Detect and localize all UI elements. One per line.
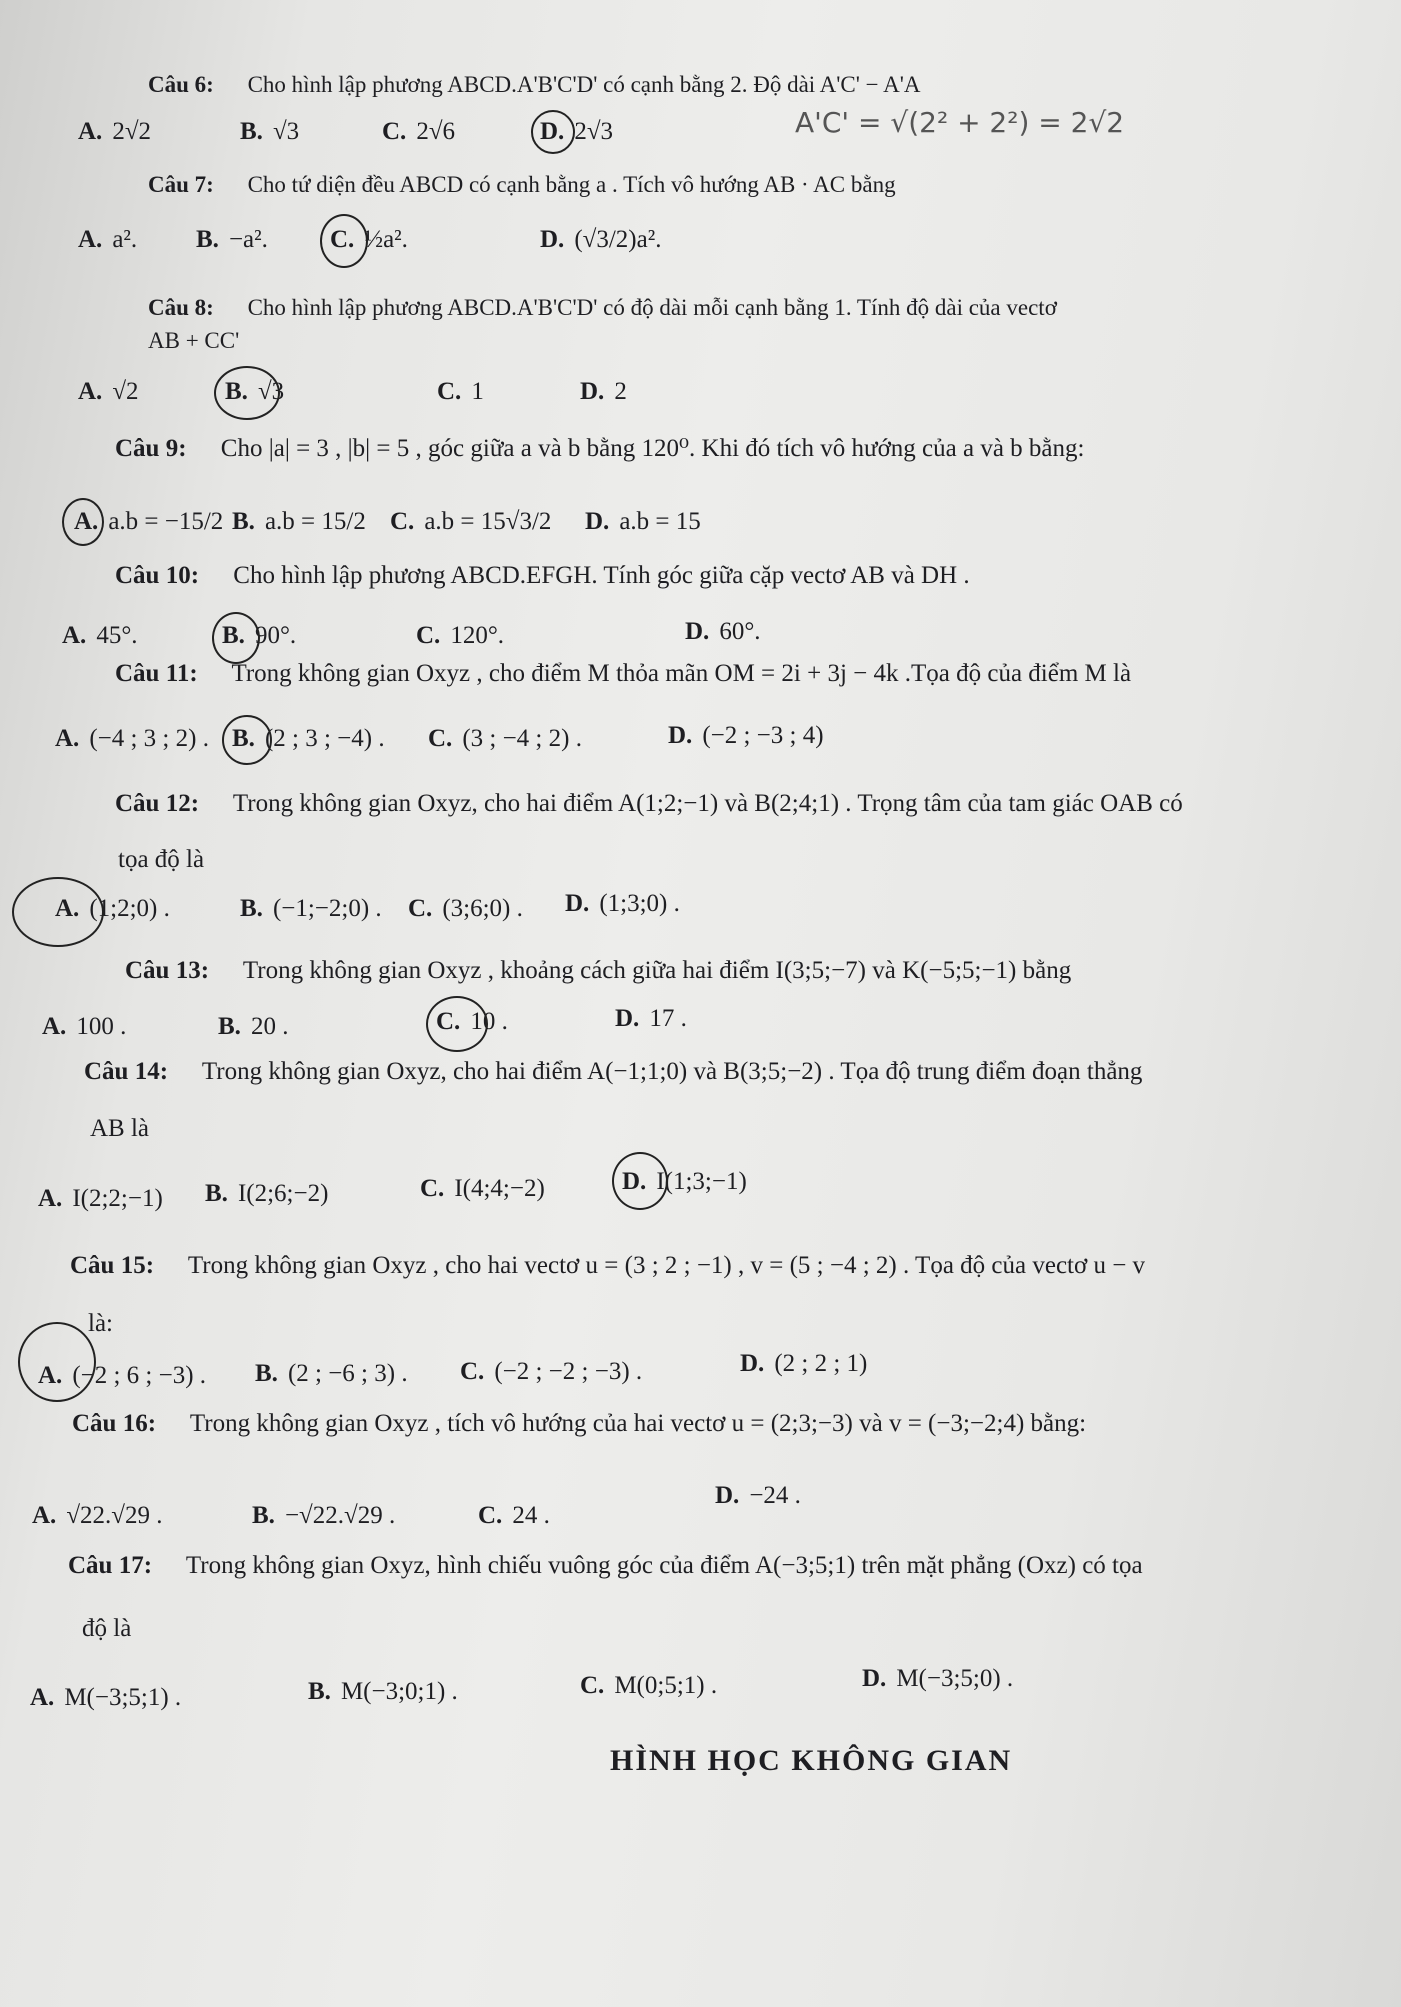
option-9c <box>390 508 551 536</box>
option-16a <box>32 1502 163 1530</box>
option-13a <box>42 1013 126 1041</box>
option-text: (3 ; −4 ; 2) . <box>462 725 582 752</box>
option-label: A. <box>74 508 99 535</box>
option-label: C. <box>428 725 453 752</box>
question-number: Câu 7: <box>148 172 214 197</box>
option-17a <box>30 1684 181 1712</box>
question-number: Câu 11: <box>115 660 198 687</box>
option-text: (−1;−2;0) . <box>272 895 382 922</box>
question-text: Cho hình lập phương ABCD.A'B'C'D' có độ dài mỗi cạnh bằng 1. Tính độ dài của vectơ <box>247 295 1057 320</box>
option-text: 60°. <box>719 618 761 645</box>
option-label: B. <box>252 1502 275 1529</box>
option-17b <box>308 1678 458 1706</box>
question-text: Trong không gian Oxyz , khoảng cách giữa hai điểm I(3;5;−7) và K(−5;5;−1) bằng <box>242 957 1072 984</box>
option-text: (1;3;0) . <box>599 890 680 917</box>
option-text: 100 . <box>76 1013 127 1040</box>
option-13d <box>615 1005 687 1033</box>
option-16c <box>478 1502 550 1530</box>
question-number: Câu 17: <box>68 1552 153 1579</box>
question-15 <box>70 1252 1145 1280</box>
question-text: Cho hình lập phương ABCD.A'B'C'D' có cạnh bằng 2. Độ dài A'C' − A'A <box>247 72 921 97</box>
option-text: (−2 ; 6 ; −3) . <box>72 1362 207 1389</box>
question-12-line2: tọa độ là <box>118 846 205 873</box>
question-8 <box>148 295 1057 321</box>
question-14 <box>84 1058 1142 1086</box>
answer-circle <box>12 877 104 947</box>
option-9b <box>232 508 366 536</box>
question-10 <box>115 562 970 590</box>
option-15c <box>460 1358 642 1386</box>
question-12 <box>115 790 1183 818</box>
option-7a <box>78 226 137 254</box>
option-text: (2 ; −6 ; 3) . <box>287 1360 408 1387</box>
option-text: I(1;3;−1) <box>656 1168 747 1195</box>
option-label: C. <box>478 1502 503 1529</box>
option-7d <box>540 226 661 254</box>
option-text: √3 <box>257 378 285 405</box>
option-label: B. <box>255 1360 278 1387</box>
question-7 <box>148 172 896 198</box>
answer-circle <box>212 612 260 664</box>
option-9d <box>585 508 701 536</box>
option-label: B. <box>218 1013 241 1040</box>
option-text: 20 . <box>250 1013 289 1040</box>
option-label: D. <box>540 226 565 253</box>
option-8c <box>437 378 484 406</box>
question-text: Cho hình lập phương ABCD.EFGH. Tính góc giữa cặp vectơ AB và DH . <box>233 562 970 589</box>
question-17-line2: độ là <box>82 1615 132 1642</box>
option-8d <box>580 378 627 406</box>
answer-circle <box>214 366 280 420</box>
question-number: Câu 6: <box>148 72 214 97</box>
option-12b <box>240 895 382 923</box>
question-text: Cho tứ diện đều ABCD có cạnh bằng a . Tích vô hướng AB · AC bằng <box>247 172 896 197</box>
question-number: Câu 16: <box>72 1410 157 1437</box>
option-text: √2 <box>112 378 139 405</box>
option-label: D. <box>565 890 590 917</box>
question-8-vector: AB + CC' <box>148 328 240 353</box>
option-11d <box>668 722 824 750</box>
option-text: M(−3;5;0) . <box>896 1665 1014 1692</box>
option-label: D. <box>862 1665 887 1692</box>
option-label: A. <box>55 725 80 752</box>
question-text: Trong không gian Oxyz , cho hai vectơ u = (3 ; 2 ; −1) , v = (5 ; −4 ; 2) . Tọa độ của vectơ u − v <box>187 1252 1146 1279</box>
option-text: 2√2 <box>112 118 152 145</box>
option-label: B. <box>232 508 255 535</box>
option-label: D. <box>540 118 565 145</box>
option-text: 2√6 <box>416 118 456 145</box>
option-text: 17 . <box>649 1005 687 1032</box>
question-14-line2: AB là <box>90 1115 150 1142</box>
question-15-line2: là: <box>88 1310 113 1337</box>
option-label: A. <box>42 1013 67 1040</box>
question-11 <box>115 660 1131 688</box>
option-17d <box>862 1665 1013 1693</box>
option-label: B. <box>240 118 263 145</box>
option-label: D. <box>740 1350 765 1377</box>
option-text: I(2;2;−1) <box>72 1185 163 1212</box>
option-label: B. <box>205 1180 228 1207</box>
option-text: √22.√29 . <box>66 1502 163 1529</box>
option-label: C. <box>420 1175 445 1202</box>
question-number: Câu 13: <box>125 957 210 984</box>
option-text: 2√3 <box>574 118 614 145</box>
question-text: Cho |a| = 3 , |b| = 5 , góc giữa a và b bằng 120⁰. Khi đó tích vô hướng của a và b bằng: <box>220 435 1085 462</box>
question-number: Câu 14: <box>84 1058 169 1085</box>
option-label: A. <box>55 895 80 922</box>
option-15d <box>740 1350 867 1378</box>
option-label: C. <box>408 895 433 922</box>
option-text: 120°. <box>450 622 505 649</box>
option-label: B. <box>225 378 248 405</box>
question-number: Câu 8: <box>148 295 214 320</box>
option-text: (2 ; 2 ; 1) <box>774 1350 868 1377</box>
option-text: 2 <box>614 378 627 405</box>
answer-circle <box>18 1322 96 1402</box>
option-16d <box>715 1482 801 1510</box>
option-11a <box>55 725 209 753</box>
option-14b <box>205 1180 328 1208</box>
option-text: 45°. <box>96 622 138 649</box>
question-9 <box>115 433 1084 463</box>
option-text: −√22.√29 . <box>284 1502 396 1529</box>
question-number: Câu 9: <box>115 435 187 462</box>
option-label: C. <box>416 622 441 649</box>
question-number: Câu 15: <box>70 1252 155 1279</box>
question-text: Trong không gian Oxyz , tích vô hướng của hai vectơ u = (2;3;−3) và v = (−3;−2;4) bằng: <box>189 1410 1087 1437</box>
option-text: M(−3;0;1) . <box>340 1678 458 1705</box>
option-6c <box>382 118 455 146</box>
option-text: M(−3;5;1) . <box>64 1684 182 1711</box>
option-label: C. <box>390 508 415 535</box>
option-text: 10 . <box>470 1008 508 1035</box>
answer-circle <box>612 1152 668 1210</box>
question-number: Câu 10: <box>115 562 200 589</box>
option-text: (−2 ; −2 ; −3) . <box>494 1358 643 1385</box>
option-text: a.b = 15/2 <box>264 508 366 535</box>
question-text: Trong không gian Oxyz, cho hai điểm A(−1;1;0) và B(3;5;−2) . Tọa độ trung điểm đoạn thẳng <box>201 1058 1143 1085</box>
option-text: ½a². <box>364 226 408 253</box>
question-6 <box>148 72 920 98</box>
question-number: Câu 12: <box>115 790 200 817</box>
option-label: C. <box>382 118 407 145</box>
option-text: (−4 ; 3 ; 2) . <box>89 725 209 752</box>
option-label: D. <box>622 1168 647 1195</box>
option-text: I(4;4;−2) <box>454 1175 545 1202</box>
option-label: A. <box>30 1684 55 1711</box>
option-text: I(2;6;−2) <box>237 1180 329 1207</box>
option-12c <box>408 895 523 923</box>
option-label: A. <box>78 118 103 145</box>
question-text: Trong không gian Oxyz , cho điểm M thỏa mãn OM = 2i + 3j − 4k .Tọa độ của điểm M là <box>231 660 1132 687</box>
option-label: D. <box>615 1005 640 1032</box>
option-label: A. <box>38 1362 63 1389</box>
question-16 <box>72 1410 1086 1438</box>
answer-circle <box>426 996 488 1052</box>
option-text: M(0;5;1) . <box>614 1672 718 1699</box>
option-label: B. <box>308 1678 331 1705</box>
option-6b <box>240 118 299 146</box>
option-text: a.b = 15√3/2 <box>424 508 552 535</box>
option-label: A. <box>78 226 103 253</box>
option-6a <box>78 118 151 146</box>
answer-circle <box>320 214 368 268</box>
option-label: C. <box>330 226 355 253</box>
option-text: −a². <box>228 226 268 253</box>
option-label: A. <box>62 622 87 649</box>
option-14a <box>38 1185 163 1213</box>
question-17 <box>68 1552 1143 1580</box>
option-text: (3;6;0) . <box>442 895 523 922</box>
option-12d <box>565 890 680 918</box>
option-text: (−2 ; −3 ; 4) <box>702 722 824 749</box>
answer-circle <box>222 715 272 765</box>
option-label: A. <box>38 1185 63 1212</box>
option-text: √3 <box>272 118 300 145</box>
option-17c <box>580 1672 717 1700</box>
option-text: −24 . <box>749 1482 801 1509</box>
answer-circle <box>531 110 575 154</box>
option-label: C. <box>436 1008 461 1035</box>
option-text: 90°. <box>254 622 297 649</box>
option-text: a.b = 15 <box>619 508 701 535</box>
option-label: D. <box>580 378 605 405</box>
option-label: B. <box>196 226 219 253</box>
option-14c <box>420 1175 545 1203</box>
option-text: (√3/2)a². <box>574 226 662 253</box>
option-label: B. <box>232 725 255 752</box>
option-text: (1;2;0) . <box>89 895 170 922</box>
option-16b <box>252 1502 395 1530</box>
question-13 <box>125 957 1071 985</box>
option-label: D. <box>715 1482 740 1509</box>
option-text: 1 <box>471 378 484 405</box>
option-label: C. <box>460 1358 485 1385</box>
option-label: A. <box>78 378 103 405</box>
option-15b <box>255 1360 408 1388</box>
handwritten-note: A'C' = √(2² + 2²) = 2√2 <box>795 106 1125 139</box>
question-text: Trong không gian Oxyz, hình chiếu vuông góc của điểm A(−3;5;1) trên mặt phẳng (Oxz) có tọa <box>185 1552 1143 1579</box>
option-label: C. <box>437 378 462 405</box>
option-11c <box>428 725 582 753</box>
option-10a <box>62 622 138 650</box>
option-text: (2 ; 3 ; −4) . <box>264 725 385 752</box>
section-title: HÌNH HỌC KHÔNG GIAN <box>610 1744 1013 1777</box>
option-label: C. <box>580 1672 605 1699</box>
option-7b <box>196 226 268 254</box>
option-text: a.b = −15/2 <box>108 508 224 535</box>
option-label: D. <box>585 508 610 535</box>
option-label: B. <box>240 895 263 922</box>
option-13b <box>218 1013 288 1041</box>
option-label: B. <box>222 622 245 649</box>
answer-circle <box>62 498 104 546</box>
option-label: D. <box>668 722 693 749</box>
option-8a <box>78 378 139 406</box>
question-text: Trong không gian Oxyz, cho hai điểm A(1;2;−1) và B(2;4;1) . Trọng tâm của tam giác OAB có <box>232 790 1183 817</box>
option-text: 24 . <box>512 1502 550 1529</box>
option-label: A. <box>32 1502 57 1529</box>
option-10c <box>416 622 504 650</box>
option-text: a². <box>112 226 138 253</box>
option-label: D. <box>685 618 710 645</box>
option-10d <box>685 618 761 646</box>
